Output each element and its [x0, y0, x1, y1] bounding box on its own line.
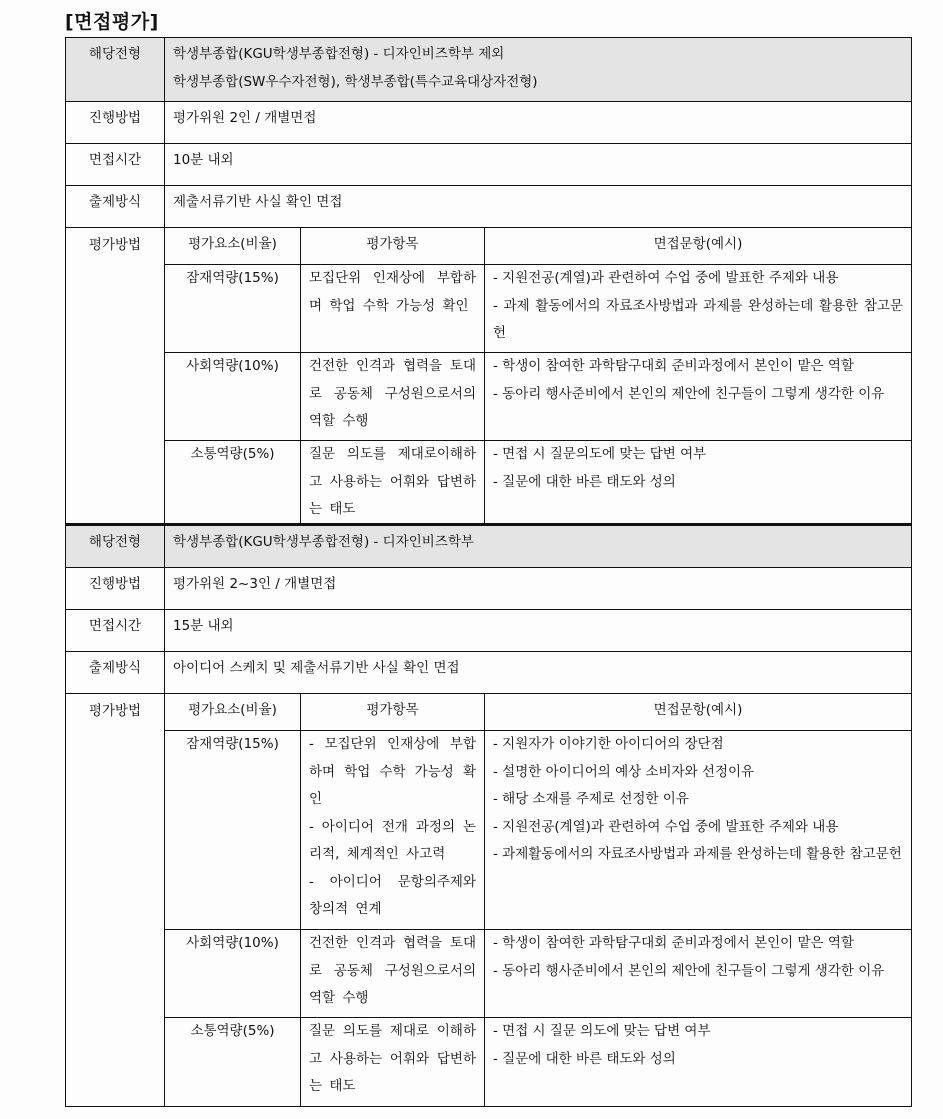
time-label: 면접시간: [66, 610, 165, 652]
time-label: 면접시간: [66, 144, 165, 186]
header-item: 평가항목: [301, 228, 485, 265]
header-item: 평가항목: [301, 694, 485, 731]
question-line: - 면접 시 질문 의도에 맞는 답변 여부: [493, 1023, 711, 1039]
eval-subtable-cell: [165, 228, 912, 530]
element-cell: 소통역량(5%): [165, 1018, 301, 1106]
eval-row: [165, 441, 911, 529]
eval-method-row: [66, 694, 912, 1107]
eval-header-row: [165, 228, 911, 265]
item-cell: 건전한 인격과 협력을 토대로 공동체 구성원으로서의 역할 수행: [301, 353, 485, 441]
question-type-label: 출제방식: [66, 652, 165, 694]
question-type-label: 출제방식: [66, 186, 165, 228]
eval-row: [165, 353, 911, 441]
type-row: [66, 525, 912, 568]
question-line: - 학생이 참여한 과학탐구대회 준비과정에서 본인이 맡은 역할: [493, 935, 854, 951]
page-title: [면접평가]: [65, 11, 159, 33]
item-line: - 모집단위 인재상에 부합하며 학업 수학 가능성 확인: [309, 736, 476, 807]
element-cell: 잠재역량(15%): [165, 265, 301, 353]
question-line: - 질문에 대한 바른 태도와 성의: [493, 473, 676, 490]
method-label: 진행방법: [66, 102, 165, 144]
question-cell: [485, 1018, 912, 1106]
question-cell: [485, 265, 912, 353]
type-label: 해당전형: [66, 38, 165, 102]
time-value: 15분 내외: [165, 610, 912, 652]
type-row: [66, 38, 912, 102]
eval-row: [165, 265, 911, 353]
type-label: 해당전형: [66, 525, 165, 568]
type-value: [165, 38, 912, 102]
eval-row: [165, 930, 911, 1018]
question-cell: [485, 930, 912, 1018]
question-cell: [485, 353, 912, 441]
eval-method-label: 평가방법: [66, 228, 165, 530]
time-row: [66, 610, 912, 652]
item-cell: [301, 731, 485, 930]
eval-row: [165, 1018, 911, 1106]
eval-subtable-cell: [165, 694, 912, 1107]
question-line: - 면접 시 질문의도에 맞는 답변 여부: [493, 446, 707, 462]
question-cell: [485, 441, 912, 529]
eval-method-label: 평가방법: [66, 694, 165, 1107]
time-row: [66, 144, 912, 186]
question-line: - 지원자가 이야기한 아이디어의 장단점: [493, 736, 724, 752]
header-element: 평가요소(비율): [165, 228, 301, 265]
eval-subtable: [165, 694, 911, 1106]
interview-table-1: [65, 37, 912, 530]
item-cell: 모집단위 인재상에 부합하며 학업 수학 가능성 확인: [301, 265, 485, 353]
element-cell: 사회역량(10%): [165, 930, 301, 1018]
question-type-row: [66, 652, 912, 694]
method-value: 평가위원 2인 / 개별면접: [165, 102, 912, 144]
question-line: - 동아리 행사준비에서 본인의 제안에 친구들이 그렇게 생각한 이유: [493, 385, 885, 402]
eval-subtable: [165, 228, 911, 529]
header-element: 평가요소(비율): [165, 694, 301, 731]
question-line: - 동아리 행사준비에서 본인의 제안에 친구들이 그렇게 생각한 이유: [493, 962, 885, 979]
question-cell: [485, 731, 912, 930]
method-value: 평가위원 2~3인 / 개별면접: [165, 568, 912, 610]
header-question: 면접문항(예시): [485, 228, 912, 265]
item-cell: 질문 의도를 제대로이해하고 사용하는 어휘와 답변하는 태도: [301, 441, 485, 529]
type-line: 학생부종합(SW우수자전형), 학생부종합(특수교육대상자전형): [173, 73, 538, 90]
eval-method-row: [66, 228, 912, 530]
question-line: - 과제활동에서의 자료조사방법과 과제를 완성하는데 활용한 참고문헌: [493, 846, 902, 862]
question-type-value: 제출서류기반 사실 확인 면접: [165, 186, 912, 228]
item-cell: 건전한 인격과 협력을 토대로 공동체 구성원으로서의 역할 수행: [301, 930, 485, 1018]
method-row: [66, 568, 912, 610]
question-line: - 지원전공(계열)과 관련하여 수업 중에 발표한 주제와 내용: [493, 270, 839, 286]
eval-row: [165, 731, 911, 930]
item-line: - 아이디어 전개 과정의 논리적, 체계적인 사고력: [309, 818, 476, 862]
question-line: - 학생이 참여한 과학탐구대회 준비과정에서 본인이 맡은 역할: [493, 358, 854, 374]
eval-header-row: [165, 694, 911, 731]
element-cell: 사회역량(10%): [165, 353, 301, 441]
question-line: - 과제 활동에서의 자료조사방법과 과제를 완성하는데 활용한 참고문헌: [493, 297, 903, 341]
question-line: - 질문에 대한 바른 태도와 성의: [493, 1050, 676, 1067]
question-line: - 해당 소재를 주제로 선정한 이유: [493, 791, 689, 807]
interview-table-2: [65, 523, 912, 1107]
method-label: 진행방법: [66, 568, 165, 610]
question-type-row: [66, 186, 912, 228]
question-type-value: 아이디어 스케치 및 제출서류기반 사실 확인 면접: [165, 652, 912, 694]
type-line: 학생부종합(KGU학생부종합전형) - 디자인비즈학부: [173, 534, 474, 550]
question-line: - 설명한 아이디어의 예상 소비자와 선정이유: [493, 763, 755, 780]
item-cell: 질문 의도를 제대로 이해하고 사용하는 어휘와 답변하는 태도: [301, 1018, 485, 1106]
type-value: [165, 525, 912, 568]
header-question: 면접문항(예시): [485, 694, 912, 731]
method-row: [66, 102, 912, 144]
element-cell: 소통역량(5%): [165, 441, 301, 529]
item-line: - 아이디어 문항의주제와 창의적 연계: [309, 873, 476, 917]
time-value: 10분 내외: [165, 144, 912, 186]
question-line: - 지원전공(계열)과 관련하여 수업 중에 발표한 주제와 내용: [493, 818, 839, 835]
element-cell: 잠재역량(15%): [165, 731, 301, 930]
type-line: 학생부종합(KGU학생부종합전형) - 디자인비즈학부 제외: [173, 46, 505, 62]
